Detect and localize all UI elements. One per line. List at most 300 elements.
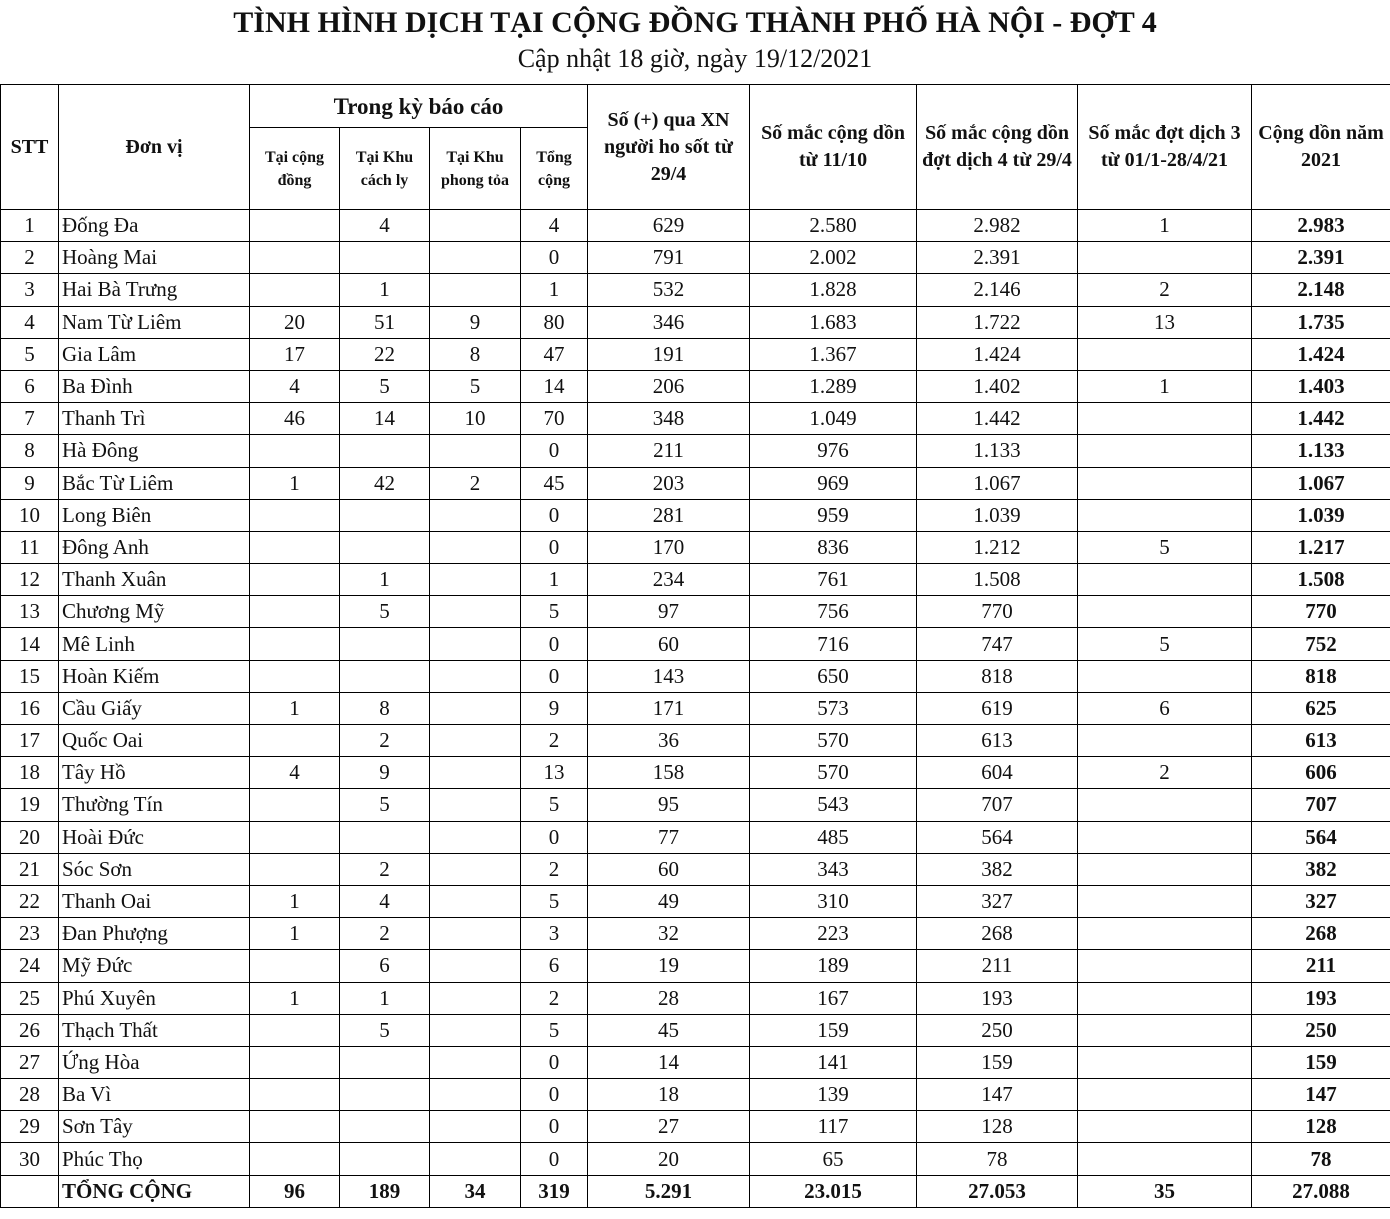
cell-wave3 — [1078, 982, 1252, 1014]
cell-quarantine: 4 — [340, 885, 430, 917]
cell-wave3 — [1078, 918, 1252, 950]
cell-lockdown — [430, 1046, 521, 1078]
cell-lockdown — [430, 274, 521, 306]
cell-wave3 — [1078, 950, 1252, 982]
cell-cumulative-1110: 969 — [750, 467, 917, 499]
cell-unit: Gia Lâm — [59, 338, 250, 370]
cell-quarantine: 5 — [340, 789, 430, 821]
cell-unit: Cầu Giấy — [59, 692, 250, 724]
cell-wave3 — [1078, 1143, 1252, 1175]
cell-cumulative-1110: 65 — [750, 1143, 917, 1175]
cell-lockdown: 2 — [430, 467, 521, 499]
cell-subtotal: 47 — [521, 338, 588, 370]
cell-subtotal: 70 — [521, 403, 588, 435]
cell-stt: 3 — [1, 274, 59, 306]
cell-community: 1 — [250, 692, 340, 724]
header-community: Tại cộng đồng — [250, 128, 340, 210]
cell-quarantine — [340, 628, 430, 660]
header-subtotal: Tổng cộng — [521, 128, 588, 210]
totals-subtotal: 319 — [521, 1175, 588, 1207]
cell-stt: 11 — [1, 531, 59, 563]
cell-wave3: 13 — [1078, 306, 1252, 338]
cell-year-total: 613 — [1252, 725, 1390, 757]
cell-unit: Hà Đông — [59, 435, 250, 467]
cell-subtotal: 0 — [521, 1046, 588, 1078]
cell-unit: Sóc Sơn — [59, 853, 250, 885]
cell-cumulative-1110: 2.002 — [750, 242, 917, 274]
cell-quarantine: 5 — [340, 370, 430, 402]
totals-stt — [1, 1175, 59, 1207]
cell-quarantine — [340, 1143, 430, 1175]
cell-cumulative-wave4: 327 — [917, 885, 1078, 917]
cell-lockdown — [430, 435, 521, 467]
cell-cumulative-1110: 573 — [750, 692, 917, 724]
cell-wave3 — [1078, 242, 1252, 274]
cell-year-total: 128 — [1252, 1111, 1390, 1143]
cell-subtotal: 1 — [521, 564, 588, 596]
cell-fever: 60 — [588, 853, 750, 885]
cell-cumulative-wave4: 250 — [917, 1014, 1078, 1046]
cell-community — [250, 274, 340, 306]
header-year-total: Cộng dồn năm 2021 — [1252, 85, 1390, 210]
cell-year-total: 268 — [1252, 918, 1390, 950]
cell-subtotal: 0 — [521, 499, 588, 531]
cell-cumulative-wave4: 1.133 — [917, 435, 1078, 467]
cell-quarantine: 1 — [340, 274, 430, 306]
cell-subtotal: 5 — [521, 885, 588, 917]
cell-cumulative-wave4: 1.039 — [917, 499, 1078, 531]
cell-cumulative-1110: 959 — [750, 499, 917, 531]
cell-cumulative-wave4: 1.067 — [917, 467, 1078, 499]
table-row — [1, 1111, 1390, 1143]
cell-lockdown — [430, 853, 521, 885]
cell-cumulative-1110: 976 — [750, 435, 917, 467]
cell-stt: 22 — [1, 885, 59, 917]
cell-wave3 — [1078, 499, 1252, 531]
cell-wave3: 5 — [1078, 628, 1252, 660]
cell-fever: 49 — [588, 885, 750, 917]
header-cumulative-1110: Số mắc cộng dồn từ 11/10 — [750, 85, 917, 210]
cell-stt: 30 — [1, 1143, 59, 1175]
cell-subtotal: 13 — [521, 757, 588, 789]
cell-fever: 27 — [588, 1111, 750, 1143]
cell-fever: 77 — [588, 821, 750, 853]
table-body — [1, 210, 1390, 1176]
cell-stt: 18 — [1, 757, 59, 789]
cell-year-total: 211 — [1252, 950, 1390, 982]
cell-stt: 8 — [1, 435, 59, 467]
cell-cumulative-1110: 139 — [750, 1079, 917, 1111]
cell-fever: 629 — [588, 210, 750, 242]
cell-wave3 — [1078, 1014, 1252, 1046]
totals-label: TỔNG CỘNG — [59, 1175, 250, 1207]
cell-cumulative-wave4: 2.982 — [917, 210, 1078, 242]
cell-cumulative-1110: 650 — [750, 660, 917, 692]
cell-lockdown — [430, 531, 521, 563]
cell-lockdown — [430, 210, 521, 242]
cell-lockdown: 8 — [430, 338, 521, 370]
cell-stt: 29 — [1, 1111, 59, 1143]
cell-unit: Hoàng Mai — [59, 242, 250, 274]
cell-community — [250, 628, 340, 660]
cell-stt: 27 — [1, 1046, 59, 1078]
cell-stt: 28 — [1, 1079, 59, 1111]
cell-cumulative-1110: 1.683 — [750, 306, 917, 338]
cell-community — [250, 789, 340, 821]
cell-wave3 — [1078, 467, 1252, 499]
totals-lockdown: 34 — [430, 1175, 521, 1207]
header-wave3: Số mắc đợt dịch 3 từ 01/1-28/4/21 — [1078, 85, 1252, 210]
cell-fever: 281 — [588, 499, 750, 531]
cell-quarantine — [340, 1111, 430, 1143]
cell-cumulative-1110: 1.289 — [750, 370, 917, 402]
totals-row — [1, 1175, 1390, 1207]
cell-cumulative-wave4: 619 — [917, 692, 1078, 724]
cell-quarantine: 1 — [340, 982, 430, 1014]
cell-unit: Ba Đình — [59, 370, 250, 402]
cell-fever: 791 — [588, 242, 750, 274]
table-row — [1, 467, 1390, 499]
cell-quarantine — [340, 660, 430, 692]
cell-lockdown: 5 — [430, 370, 521, 402]
cell-stt: 24 — [1, 950, 59, 982]
totals-fever: 5.291 — [588, 1175, 750, 1207]
cell-year-total: 159 — [1252, 1046, 1390, 1078]
cell-cumulative-wave4: 78 — [917, 1143, 1078, 1175]
cell-cumulative-wave4: 613 — [917, 725, 1078, 757]
cell-subtotal: 2 — [521, 982, 588, 1014]
cell-community — [250, 1143, 340, 1175]
table-row — [1, 210, 1390, 242]
header-period: Trong kỳ báo cáo — [250, 85, 588, 128]
cell-cumulative-wave4: 564 — [917, 821, 1078, 853]
cell-cumulative-1110: 485 — [750, 821, 917, 853]
cell-community — [250, 1079, 340, 1111]
cell-year-total: 382 — [1252, 853, 1390, 885]
cell-community: 1 — [250, 467, 340, 499]
cell-unit: Thanh Oai — [59, 885, 250, 917]
cell-quarantine: 6 — [340, 950, 430, 982]
cell-lockdown — [430, 950, 521, 982]
cell-wave3 — [1078, 596, 1252, 628]
cell-lockdown — [430, 596, 521, 628]
cell-year-total: 147 — [1252, 1079, 1390, 1111]
cell-quarantine: 2 — [340, 853, 430, 885]
cell-subtotal: 0 — [521, 660, 588, 692]
cell-quarantine: 5 — [340, 1014, 430, 1046]
cell-unit: Sơn Tây — [59, 1111, 250, 1143]
cell-lockdown — [430, 692, 521, 724]
cell-cumulative-1110: 189 — [750, 950, 917, 982]
cell-unit: Mê Linh — [59, 628, 250, 660]
cell-stt: 10 — [1, 499, 59, 531]
cell-year-total: 2.148 — [1252, 274, 1390, 306]
cell-unit: Thanh Trì — [59, 403, 250, 435]
cell-cumulative-1110: 310 — [750, 885, 917, 917]
cell-wave3 — [1078, 338, 1252, 370]
cell-fever: 95 — [588, 789, 750, 821]
cell-cumulative-1110: 141 — [750, 1046, 917, 1078]
table-row — [1, 789, 1390, 821]
cell-community — [250, 531, 340, 563]
cell-year-total: 818 — [1252, 660, 1390, 692]
cell-subtotal: 0 — [521, 821, 588, 853]
cell-fever: 18 — [588, 1079, 750, 1111]
cell-cumulative-wave4: 128 — [917, 1111, 1078, 1143]
cell-stt: 6 — [1, 370, 59, 402]
cell-unit: Mỹ Đức — [59, 950, 250, 982]
cell-lockdown — [430, 1143, 521, 1175]
cell-year-total: 1.442 — [1252, 403, 1390, 435]
cell-stt: 16 — [1, 692, 59, 724]
cell-lockdown — [430, 499, 521, 531]
cell-year-total: 1.067 — [1252, 467, 1390, 499]
cell-community — [250, 1111, 340, 1143]
cell-subtotal: 9 — [521, 692, 588, 724]
cell-cumulative-1110: 570 — [750, 757, 917, 789]
cell-cumulative-wave4: 193 — [917, 982, 1078, 1014]
cell-cumulative-wave4: 1.508 — [917, 564, 1078, 596]
cell-community — [250, 853, 340, 885]
cell-year-total: 1.133 — [1252, 435, 1390, 467]
cell-unit: Chương Mỹ — [59, 596, 250, 628]
cell-stt: 4 — [1, 306, 59, 338]
cell-subtotal: 1 — [521, 274, 588, 306]
cell-lockdown — [430, 885, 521, 917]
cell-cumulative-1110: 570 — [750, 725, 917, 757]
cell-year-total: 1.508 — [1252, 564, 1390, 596]
cell-community: 20 — [250, 306, 340, 338]
cell-cumulative-wave4: 1.402 — [917, 370, 1078, 402]
cell-community: 17 — [250, 338, 340, 370]
cell-unit: Đan Phượng — [59, 918, 250, 950]
cell-wave3: 6 — [1078, 692, 1252, 724]
cell-community — [250, 210, 340, 242]
cell-subtotal: 0 — [521, 1111, 588, 1143]
totals-year-total: 27.088 — [1252, 1175, 1390, 1207]
cell-wave3 — [1078, 885, 1252, 917]
covid-cases-table — [0, 84, 1390, 1208]
cell-cumulative-1110: 716 — [750, 628, 917, 660]
cell-lockdown — [430, 918, 521, 950]
cell-wave3: 1 — [1078, 370, 1252, 402]
cell-fever: 143 — [588, 660, 750, 692]
cell-cumulative-1110: 543 — [750, 789, 917, 821]
cell-year-total: 770 — [1252, 596, 1390, 628]
cell-cumulative-wave4: 770 — [917, 596, 1078, 628]
cell-community: 1 — [250, 885, 340, 917]
cell-stt: 20 — [1, 821, 59, 853]
cell-stt: 12 — [1, 564, 59, 596]
cell-cumulative-1110: 2.580 — [750, 210, 917, 242]
cell-subtotal: 0 — [521, 628, 588, 660]
cell-subtotal: 0 — [521, 531, 588, 563]
cell-unit: Đống Đa — [59, 210, 250, 242]
cell-unit: Thanh Xuân — [59, 564, 250, 596]
table-row — [1, 306, 1390, 338]
cell-year-total: 2.983 — [1252, 210, 1390, 242]
table-row — [1, 1046, 1390, 1078]
cell-year-total: 250 — [1252, 1014, 1390, 1046]
cell-year-total: 327 — [1252, 885, 1390, 917]
cell-cumulative-1110: 343 — [750, 853, 917, 885]
cell-unit: Thường Tín — [59, 789, 250, 821]
cell-wave3 — [1078, 403, 1252, 435]
cell-stt: 14 — [1, 628, 59, 660]
cell-year-total: 1.735 — [1252, 306, 1390, 338]
cell-stt: 25 — [1, 982, 59, 1014]
cell-quarantine — [340, 1046, 430, 1078]
cell-fever: 191 — [588, 338, 750, 370]
table-row — [1, 853, 1390, 885]
cell-subtotal: 0 — [521, 1143, 588, 1175]
cell-lockdown — [430, 628, 521, 660]
cell-cumulative-wave4: 1.424 — [917, 338, 1078, 370]
cell-stt: 7 — [1, 403, 59, 435]
cell-quarantine: 1 — [340, 564, 430, 596]
cell-cumulative-wave4: 747 — [917, 628, 1078, 660]
cell-subtotal: 45 — [521, 467, 588, 499]
cell-community — [250, 499, 340, 531]
cell-quarantine — [340, 1079, 430, 1111]
cell-lockdown — [430, 757, 521, 789]
totals-quarantine: 189 — [340, 1175, 430, 1207]
cell-cumulative-wave4: 382 — [917, 853, 1078, 885]
cell-unit: Hoài Đức — [59, 821, 250, 853]
cell-quarantine — [340, 242, 430, 274]
cell-cumulative-1110: 761 — [750, 564, 917, 596]
cell-wave3: 1 — [1078, 210, 1252, 242]
table-row — [1, 531, 1390, 563]
cell-unit: Hoàn Kiếm — [59, 660, 250, 692]
cell-cumulative-wave4: 604 — [917, 757, 1078, 789]
cell-unit: Bắc Từ Liêm — [59, 467, 250, 499]
cell-fever: 171 — [588, 692, 750, 724]
cell-stt: 1 — [1, 210, 59, 242]
cell-year-total: 707 — [1252, 789, 1390, 821]
header-quarantine: Tại Khu cách ly — [340, 128, 430, 210]
cell-wave3: 2 — [1078, 274, 1252, 306]
cell-stt: 2 — [1, 242, 59, 274]
cell-fever: 211 — [588, 435, 750, 467]
cell-stt: 23 — [1, 918, 59, 950]
cell-community — [250, 596, 340, 628]
cell-quarantine — [340, 499, 430, 531]
cell-cumulative-1110: 167 — [750, 982, 917, 1014]
table-row — [1, 499, 1390, 531]
cell-stt: 13 — [1, 596, 59, 628]
cell-year-total: 1.403 — [1252, 370, 1390, 402]
cell-lockdown: 9 — [430, 306, 521, 338]
cell-fever: 19 — [588, 950, 750, 982]
cell-unit: Long Biên — [59, 499, 250, 531]
cell-unit: Quốc Oai — [59, 725, 250, 757]
table-row — [1, 725, 1390, 757]
table-row — [1, 338, 1390, 370]
cell-fever: 36 — [588, 725, 750, 757]
table-row — [1, 564, 1390, 596]
cell-cumulative-wave4: 159 — [917, 1046, 1078, 1078]
cell-year-total: 1.039 — [1252, 499, 1390, 531]
cell-fever: 203 — [588, 467, 750, 499]
cell-wave3 — [1078, 725, 1252, 757]
cell-cumulative-wave4: 1.442 — [917, 403, 1078, 435]
cell-subtotal: 14 — [521, 370, 588, 402]
cell-quarantine: 42 — [340, 467, 430, 499]
cell-cumulative-1110: 1.049 — [750, 403, 917, 435]
cell-quarantine: 14 — [340, 403, 430, 435]
cell-cumulative-1110: 1.367 — [750, 338, 917, 370]
cell-community — [250, 950, 340, 982]
cell-year-total: 625 — [1252, 692, 1390, 724]
totals-community: 96 — [250, 1175, 340, 1207]
cell-subtotal: 5 — [521, 1014, 588, 1046]
cell-quarantine: 4 — [340, 210, 430, 242]
cell-subtotal: 0 — [521, 435, 588, 467]
cell-lockdown — [430, 789, 521, 821]
cell-subtotal: 3 — [521, 918, 588, 950]
table-row — [1, 242, 1390, 274]
cell-cumulative-wave4: 211 — [917, 950, 1078, 982]
cell-wave3 — [1078, 821, 1252, 853]
cell-subtotal: 5 — [521, 596, 588, 628]
cell-unit: Phúc Thọ — [59, 1143, 250, 1175]
header-cumulative-wave4: Số mắc cộng dồn đợt dịch 4 từ 29/4 — [917, 85, 1078, 210]
cell-wave3 — [1078, 789, 1252, 821]
cell-unit: Phú Xuyên — [59, 982, 250, 1014]
cell-fever: 206 — [588, 370, 750, 402]
cell-subtotal: 0 — [521, 242, 588, 274]
cell-cumulative-wave4: 707 — [917, 789, 1078, 821]
cell-cumulative-wave4: 2.391 — [917, 242, 1078, 274]
cell-community — [250, 242, 340, 274]
table-row — [1, 950, 1390, 982]
cell-lockdown — [430, 1111, 521, 1143]
cell-quarantine — [340, 435, 430, 467]
cell-lockdown — [430, 242, 521, 274]
cell-wave3 — [1078, 1079, 1252, 1111]
cell-community: 1 — [250, 982, 340, 1014]
cell-cumulative-wave4: 2.146 — [917, 274, 1078, 306]
cell-lockdown — [430, 660, 521, 692]
cell-wave3: 2 — [1078, 757, 1252, 789]
cell-community: 46 — [250, 403, 340, 435]
table-row — [1, 660, 1390, 692]
cell-year-total: 78 — [1252, 1143, 1390, 1175]
cell-year-total: 1.217 — [1252, 531, 1390, 563]
header-unit: Đơn vị — [59, 85, 250, 210]
table-row — [1, 628, 1390, 660]
cell-lockdown — [430, 564, 521, 596]
cell-lockdown — [430, 821, 521, 853]
cell-unit: Ứng Hòa — [59, 1046, 250, 1078]
cell-fever: 60 — [588, 628, 750, 660]
cell-quarantine: 5 — [340, 596, 430, 628]
cell-wave3 — [1078, 1046, 1252, 1078]
cell-stt: 26 — [1, 1014, 59, 1046]
cell-subtotal: 5 — [521, 789, 588, 821]
cell-fever: 20 — [588, 1143, 750, 1175]
cell-year-total: 1.424 — [1252, 338, 1390, 370]
cell-community — [250, 725, 340, 757]
cell-subtotal: 80 — [521, 306, 588, 338]
cell-fever: 14 — [588, 1046, 750, 1078]
cell-quarantine — [340, 531, 430, 563]
cell-subtotal: 0 — [521, 1079, 588, 1111]
cell-wave3 — [1078, 853, 1252, 885]
cell-unit: Đông Anh — [59, 531, 250, 563]
cell-unit: Nam Từ Liêm — [59, 306, 250, 338]
